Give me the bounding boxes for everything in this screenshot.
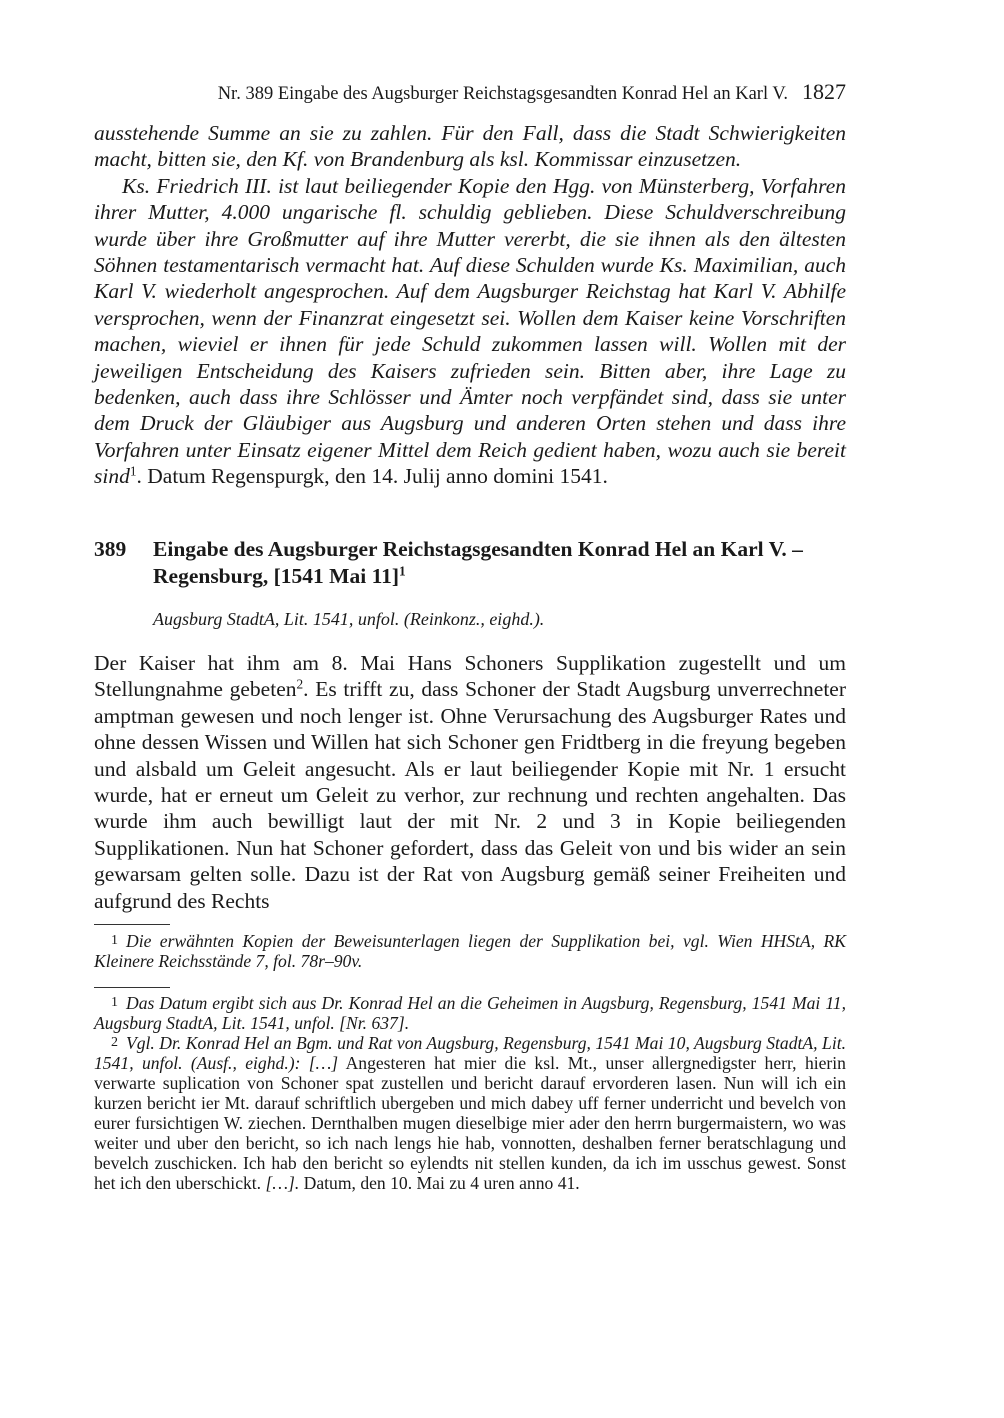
- footnote-ref[interactable]: 2: [296, 677, 304, 693]
- footnotes-previous: [94, 931, 846, 971]
- footnotes-document: [94, 993, 846, 1193]
- running-head-title: Nr. 389 Eingabe des Augsburger Reichstagsgesandten Konrad Hel an Karl V.: [217, 84, 788, 104]
- document-number: 389: [94, 537, 127, 561]
- footnote-rule: [94, 924, 170, 925]
- document-heading: [94, 536, 846, 590]
- document-body: Der Kaiser hat ihm am 8. Mai Hans Schoners Supplikation zugestellt und um Stellungnahme gebeten$^2$. Es trifft zu, dass Schoner der Stadt Augsburg unverrechneter amptman gewesen und noch lenger ist. Ohne Verursachung des Augsburger Rates und ohne dessen Wissen und Willen hat sich Schoner gen Fridtberg in die freyung begeben und alsbald um Geleit angesucht. Als er laut beiliegender Kopie mit Nr. 1 ersucht wurde, hat er erneut um Geleit zu verhor, zur rechnung und rechten angehalten. Das wurde ihm auch bewilligt laut der mit Nr. 2 und 3 in Kopie beiliegenden Supplikationen. Nun hat Schoner gefordert, dass das Geleit von und bis wider an sein gewarsam gelten solle. Dazu ist der Rat von Augsburg gemäß seiner Freiheiten und aufgrund des Rechts: [94, 651, 846, 913]
- footnote: 2 Vgl. Dr. Konrad Hel an Bgm. und Rat von Augsburg, Regensburg, 1541 Mai 10, Augsburg StadtA, Lit. 1541, unfol. (Ausf., eighd.): […] Angesteren hat mier die ksl. Mt., unser allergnedigster herr, hierin verwarte suplication von Schoner spat zustellen und bericht darauf ervorderen lasen. Nun will ich ein kurzen bericht ier Mt. darauf schriftlich ubergeben und mich dabey uff ferner underricht und bevelch von eurer fursichtigen W. ziechen. Dernthalben mugen dieselbige mier ader den herrn burgermaistern, wo was weiter und uber den bericht, so ich nach lengs hie hab, vonnotten, deshalben ferner beratschlagung und bevelch zuschicken. Ich hab den bericht so eylendts nit stellen kunden, da ich im usschus gewest. Sonst het ich den uberschickt. […]. Datum, den 10. Mai zu 4 uren anno 41.: [94, 1033, 846, 1193]
- running-head: [94, 78, 846, 108]
- summary-paragraph-1: ausstehende Summe an sie zu zahlen. Für den Fall, dass die Stadt Schwierigkeiten macht, bitten sie, den Kf. von Brandenburg als ksl. Kommissar einzusetzen.: [94, 121, 846, 172]
- footnote-rule: [94, 987, 170, 988]
- footnote-ref[interactable]: 1: [399, 563, 406, 579]
- archival-source: Augsburg StadtA, Lit. 1541, unfol. (Reinkonz., eighd.).: [153, 609, 545, 629]
- footnote: 1 Die erwähnten Kopien der Beweisunterlagen liegen der Supplikation bei, vgl. Wien HHStA, RK Kleinere Reichsstände 7, fol. 78r–90v.: [94, 931, 846, 971]
- footnote-ref[interactable]: 1: [129, 463, 137, 479]
- previous-document-summary: [94, 120, 846, 490]
- document-title: Eingabe des Augsburger Reichstagsgesandten Konrad Hel an Karl V. – Regensburg, [1541 Mai 11]$^1$: [153, 537, 803, 588]
- page-number: 1827: [802, 79, 846, 104]
- footnote: 1 Das Datum ergibt sich aus Dr. Konrad Hel an die Geheimen in Augsburg, Regensburg, 1541 Mai 11, Augsburg StadtA, Lit. 1541, unfol. [Nr. 637].: [94, 993, 846, 1033]
- summary-paragraph-2: Ks. Friedrich III. ist laut beiliegender Kopie den Hgg. von Münsterberg, Vorfahren ihrer Mutter, 4.000 ungarische fl. schuldig geblieben. Diese Schuldverschreibung wurde über ihre Großmutter auf ihre Mutter vererbt, die sie ihnen als den ältesten Söhnen testamentarisch vermacht hat. Auf diese Schulden wurde Ks. Maximilian, auch Karl V. wiederholt angesprochen. Auf dem Augsburger Reichstag hat Karl V. Abhilfe versprochen, wenn der Finanzrat eingesetzt sei. Wollen dem Kaiser keine Vorschriften machen, wieviel er ihnen für jede Schuld zukommen lassen will. Wollen mit der jeweiligen Entscheidung des Kaisers zufrieden sein. Bitten aber, ihre Lage zu bedenken, auch dass ihre Schlösser und Ämter noch verpfändet sind, dass sie unter dem Druck der Gläubiger aus Augsburg und anderen Orten stehen und dass ihre Vorfahren unter Einsatz eigener Mittel dem Reich gedient haben, wozu auch sie bereit sind$^1$. Datum Regenspurgk, den 14. Julij anno domini 1541.: [94, 173, 846, 489]
